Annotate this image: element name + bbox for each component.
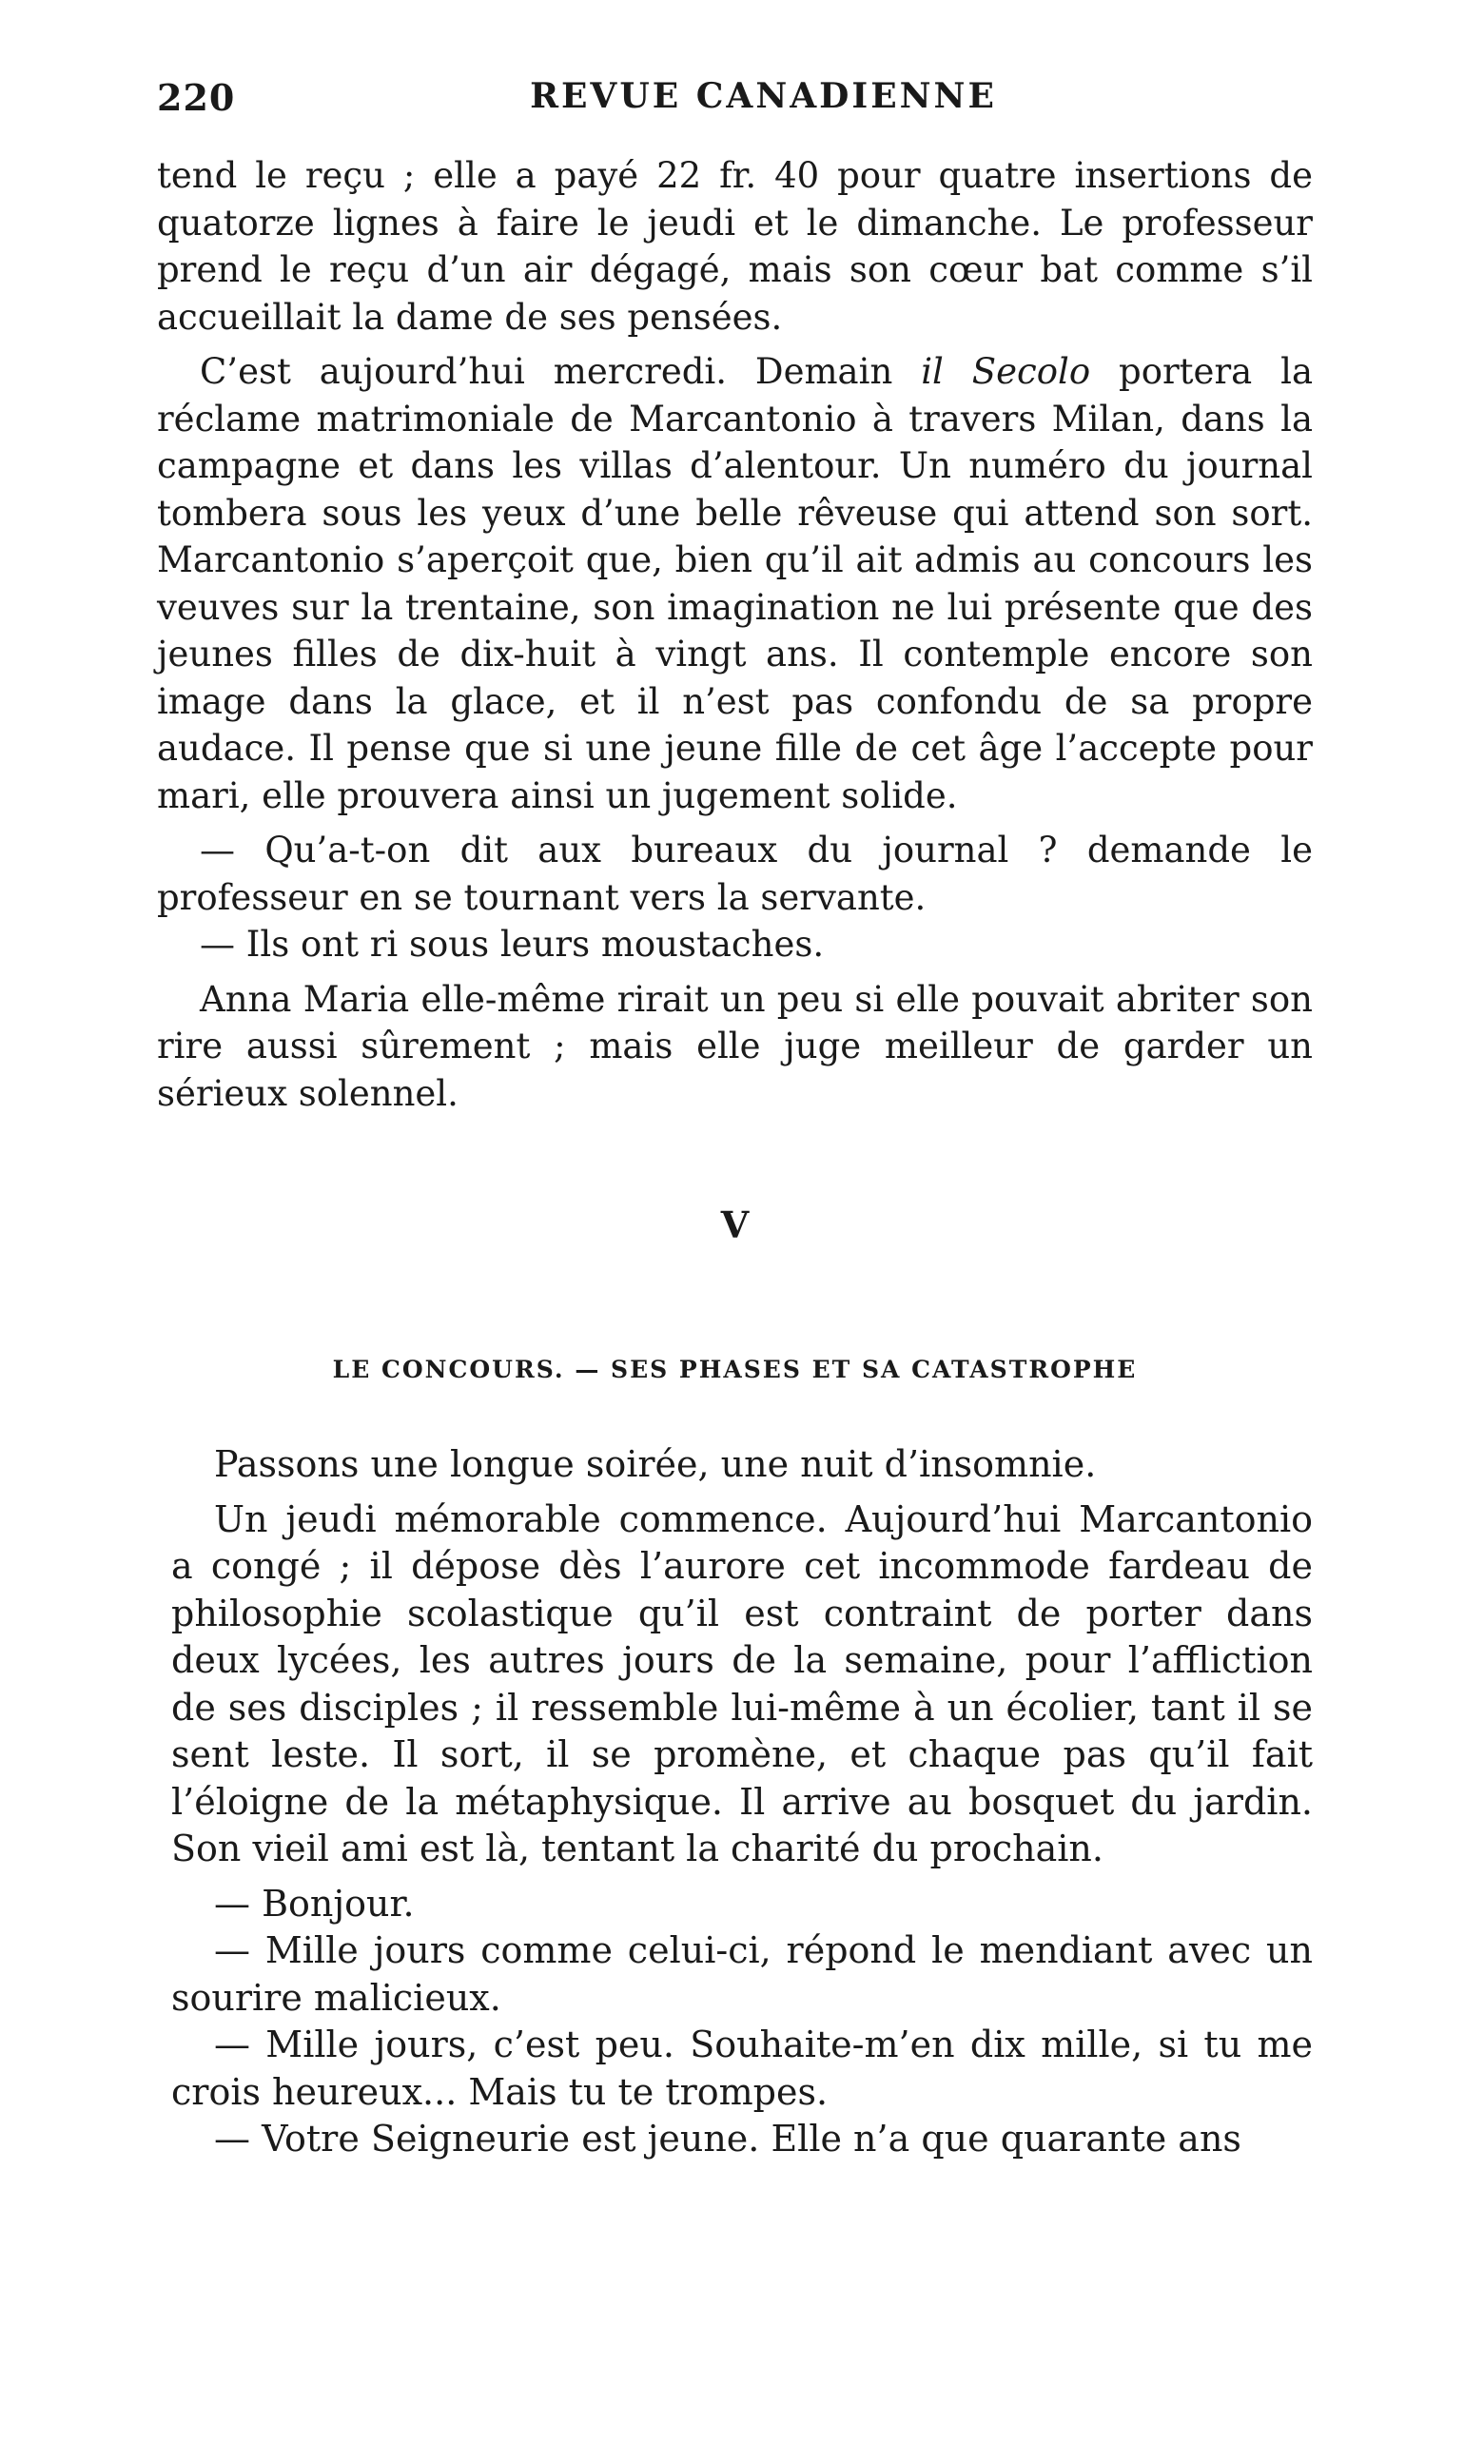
paragraph-wednesday	[157, 348, 1313, 819]
dialogue-bonjour: — Bonjour.	[214, 1882, 415, 1925]
paragraph-wednesday-start: C’est aujourd’hui mercredi. Demain	[200, 351, 922, 392]
dialogue-seigneurie: — Votre Seigneurie est jeune. Elle n’a que quarante ans	[214, 2118, 1241, 2160]
paragraph-thursday: Un jeudi mémorable commence. Aujourd’hui Marcantonio a congé ; il dépose dès l’aurore cet incommode fardeau de philosophie scolastique qu’il est contraint de porter dans deux lycées, les autres jours de la semaine, pour l’affliction de ses disciples ; il ressemble lui-même à un écolier, tant il se sent leste. Il sort, il se promène, et chaque pas qu’il fait l’éloigne de la métaphysique. Il arrive au bosquet du jardin. Son vieil ami est là, tentant la charité du prochain.	[171, 1497, 1313, 1869]
chapter-title: LE CONCOURS. — SES PHASES ET SA CATASTROPHE	[332, 1356, 1138, 1383]
chapter-number: V	[720, 1203, 750, 1246]
dialogue-answer: — Ils ont ri sous leurs moustaches.	[200, 924, 825, 965]
dialogue-mille-jours: — Mille jours comme celui-ci, répond le mendiant avec un sourire malicieux.	[171, 1929, 1313, 2019]
dialogue-question: — Qu’a-t-on dit aux bureaux du journal ? demande le professeur en se tournant vers la servante.	[157, 830, 1313, 918]
text-block-top	[157, 152, 1313, 1117]
paragraph-wednesday-rest: portera la réclame matrimoniale de Marcantonio à travers Milan, dans la campagne et dans les villas d’alentour. Un numéro du journal tombera sous les yeux d’une belle rêveuse qui attend son sort. Marcantonio s’aperçoit que, bien qu’il ait admis au concours les veuves sur la trentaine, son imagination ne lui présente que des jeunes filles de dix-huit à vingt ans. Il contemple encore son image dans la glace, et il n’est pas confondu de sa propre audace. Il pense que si une jeune fille de cet âge l’accepte pour mari, elle prouvera ainsi un jugement solide.	[157, 351, 1313, 816]
text-block-bottom	[171, 1441, 1313, 2163]
running-head	[157, 76, 1313, 133]
newspaper-name: il Secolo	[921, 351, 1091, 392]
paragraph-continuation: tend le reçu ; elle a payé 22 fr. 40 pour quatre insertions de quatorze lignes à faire le jeudi et le dimanche. Le professeur prend le reçu d’un air dégagé, mais son cœur bat comme s’il accueillait la dame de ses pensées.	[157, 155, 1313, 338]
dialogue-dix-mille: — Mille jours, c’est peu. Souhaite-m’en dix mille, si tu me crois heureux... Mais tu te trompes.	[171, 2024, 1313, 2113]
page-number: 220	[157, 76, 236, 119]
journal-title: REVUE CANADIENNE	[530, 76, 997, 116]
paragraph-anna-maria: Anna Maria elle-même rirait un peu si elle pouvait abriter son rire aussi sûrement ; mais elle juge meilleur de garder un sérieux solennel.	[157, 978, 1313, 1114]
paragraph-insomnia: Passons une longue soirée, une nuit d’insomnie.	[214, 1443, 1097, 1485]
